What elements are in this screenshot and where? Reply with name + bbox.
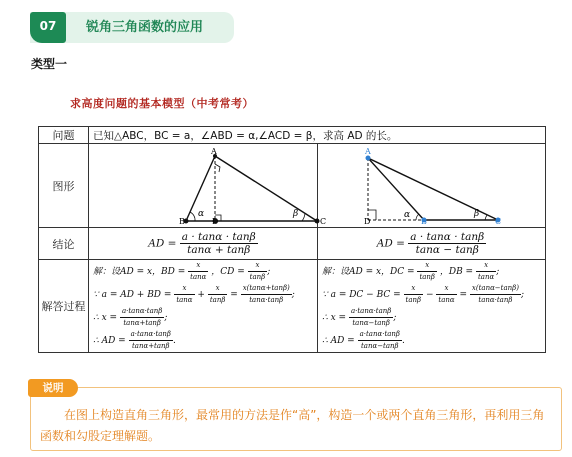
table-row-conclusion [39,228,546,260]
left-conclusion-lhs: AD = [148,237,177,250]
right-sol1-f1-num: x [417,260,437,272]
left-sol1-f1-num: x [188,260,208,272]
table-row-question [39,127,546,144]
right-sol1-f2-num: x [476,260,496,272]
right-sol3-den: tanα−tanβ [352,319,390,327]
left-sol2-eq: = [230,290,238,300]
left-sol3-den: tanα+tanβ [123,319,161,327]
right-label-a: A [365,147,371,156]
left-sol2-f3-num: x(tanα+tanβ) [241,283,292,295]
figure-caption: 求高度问题的基本模型（中考常考） [70,97,254,110]
right-solution-line-2: ∵ a = DC − BC = $\frac{x}{\tan\beta}$ − $\frac{x}{\tan\alpha}$ = $\frac{x(\tan\alpha-\tan\beta)}{\tan\alpha\cdot\tan\beta}$ ; [322,284,524,304]
right-beta-label: β [474,209,480,219]
right-conclusion-lhs: AD = [376,237,405,250]
row-label-figure: 图形 [39,144,89,228]
left-alpha-label: α [198,209,205,219]
question-text: 已知△ABC，BC = a，∠ABD = α,∠ACD = β，求高 AD 的长。 [89,127,546,144]
left-solution-line-4: ∴ AD = $\frac{a\cdot\tan\alpha\cdot\tan\beta}{\tan\alpha+\tan\beta}$ . [93,330,176,350]
right-sol2-minus: − [425,290,434,300]
left-sol2-prefix: ∵ a = AD + BD = [93,290,172,300]
right-alpha-label: α [404,210,411,220]
note-tag: 说明 [28,379,78,397]
right-beta-arc [485,215,487,220]
right-sol4-num: a·tanα·tanβ [358,329,402,341]
left-beta-arc [302,213,305,221]
left-sol1-f1-den: tanα [190,273,207,281]
right-sol2-f1-den: tanβ [405,296,422,304]
right-conclusion [318,228,546,260]
left-label-d: D [212,217,219,226]
note-text: 在图上构造直角三角形，最常用的方法是作“高”，构造一个或两个直角三角形，再利用三角函数和勾股定理解题。 [40,408,545,443]
right-label-b: B [421,217,427,226]
left-label-a: A [211,147,217,156]
model-table [38,126,546,353]
right-alpha-arc [416,214,419,220]
right-sol4-prefix: ∴ AD = [322,336,355,346]
left-figure-cell [89,144,327,228]
right-sol1-f2-den: tanα [477,273,495,281]
left-sol2-f2-num: x [208,283,228,295]
left-sol4-num: a·tanα·tanβ [129,329,173,341]
row-label-conclusion: 结论 [39,228,89,260]
left-sol4-den: tanα+tanβ [131,342,170,350]
right-sol1-mid: ，DB = [439,267,474,277]
right-sol4-den: tanα−tanβ [360,342,399,350]
right-sol2-f2-den: tanα [438,296,455,304]
right-sol1-prefix: 解：设AD = x，DC = [322,267,415,277]
right-sol2-f3-den: tanα·tanβ [478,296,513,304]
left-sol2-f1-den: tanα [176,296,193,304]
right-solution-line-4: ∴ AD = $\frac{a\cdot\tan\alpha\cdot\tan\beta}{\tan\alpha-\tan\beta}$ . [322,330,405,350]
right-conclusion-denominator: tanα − tanβ [415,244,479,256]
right-solution [318,260,546,353]
right-sol2-eq: = [459,290,468,300]
right-sol2-f2-num: x [436,283,456,295]
left-sol4-prefix: ∴ AD = [93,336,126,346]
left-sol1-mid: ，CD = [211,267,245,277]
left-solution [89,260,318,353]
left-sol1-f2-den: tanβ [249,273,266,281]
right-sol2-f3-num: x(tanα−tanβ) [470,283,521,295]
left-solution-line-3: ∴ x = $\frac{a\cdot\tan\alpha\cdot\tan\beta}{\tan\alpha+\tan\beta}$ ; [93,307,168,327]
left-sol2-plus: + [197,290,205,300]
left-label-c: C [320,217,327,226]
left-sol1-f2-num: x [248,260,268,272]
right-sol1-f1-den: tanβ [419,273,435,281]
row-label-solution: 解答过程 [39,260,89,353]
right-solution-line-3: ∴ x = $\frac{a\cdot\tan\alpha\cdot\tan\beta}{\tan\alpha-\tan\beta}$ ; [322,307,397,327]
type-label: 类型一 [31,57,68,71]
left-sol2-f2-den: tanβ [209,296,226,304]
left-solution-line-2: ∵ a = AD + BD = $\frac{x}{\tan\alpha}$ + $\frac{x}{\tan\beta}$ = $\frac{x(\tan\alpha+\tan\beta)}{\tan\alpha\cdot\tan\beta}$ ; [93,284,295,304]
right-sol3-prefix: ∴ x = [322,313,347,323]
left-conclusion-numerator: a · tanα · tanβ [181,231,256,243]
left-conclusion [89,228,318,260]
left-sol2-f3-den: tanα·tanβ [249,296,284,304]
section-number-badge: 07 [30,12,66,43]
left-a-right-angle-mark [215,164,220,172]
left-sol3-prefix: ∴ x = [93,313,118,323]
left-sol2-f1-num: x [174,283,194,295]
left-side-ac [215,156,317,221]
left-conclusion-fraction [180,231,258,256]
left-sol1-prefix: 解：设AD = x，BD = [93,267,186,277]
right-label-d: D [364,217,371,226]
right-figure-cell [318,144,546,228]
table-row-figure [39,144,546,228]
table-row-solution [39,260,546,353]
right-sol2-prefix: ∵ a = DC − BC = [322,290,401,300]
left-triangle-figure [89,144,327,226]
right-triangle-figure [318,144,545,224]
section-title: 锐角三角函数的应用 [86,20,204,35]
left-conclusion-denominator: tanα + tanβ [187,244,251,256]
right-solution-line-1: 解：设AD = x，DC = $\frac{x}{\tan\beta}$ ，DB = $\frac{x}{\tan\alpha}$ ; [322,261,500,281]
left-solution-line-1: 解：设AD = x，BD = $\frac{x}{\tan\alpha}$ ，CD = $\frac{x}{\tan\beta}$ ; [93,261,271,281]
right-sol3-num: a·tanα·tanβ [349,306,393,318]
left-sol3-num: a·tanα·tanβ [120,306,164,318]
right-conclusion-numerator: a · tanα · tanβ [410,231,485,243]
left-alpha-arc [190,212,195,221]
left-label-b: B [179,217,185,226]
right-label-c: C [495,217,502,226]
left-beta-label: β [293,209,299,219]
right-sol2-f1-num: x [404,283,424,295]
row-label-question: 问题 [39,127,89,144]
right-point-a [366,156,371,161]
right-conclusion-fraction [408,231,486,256]
